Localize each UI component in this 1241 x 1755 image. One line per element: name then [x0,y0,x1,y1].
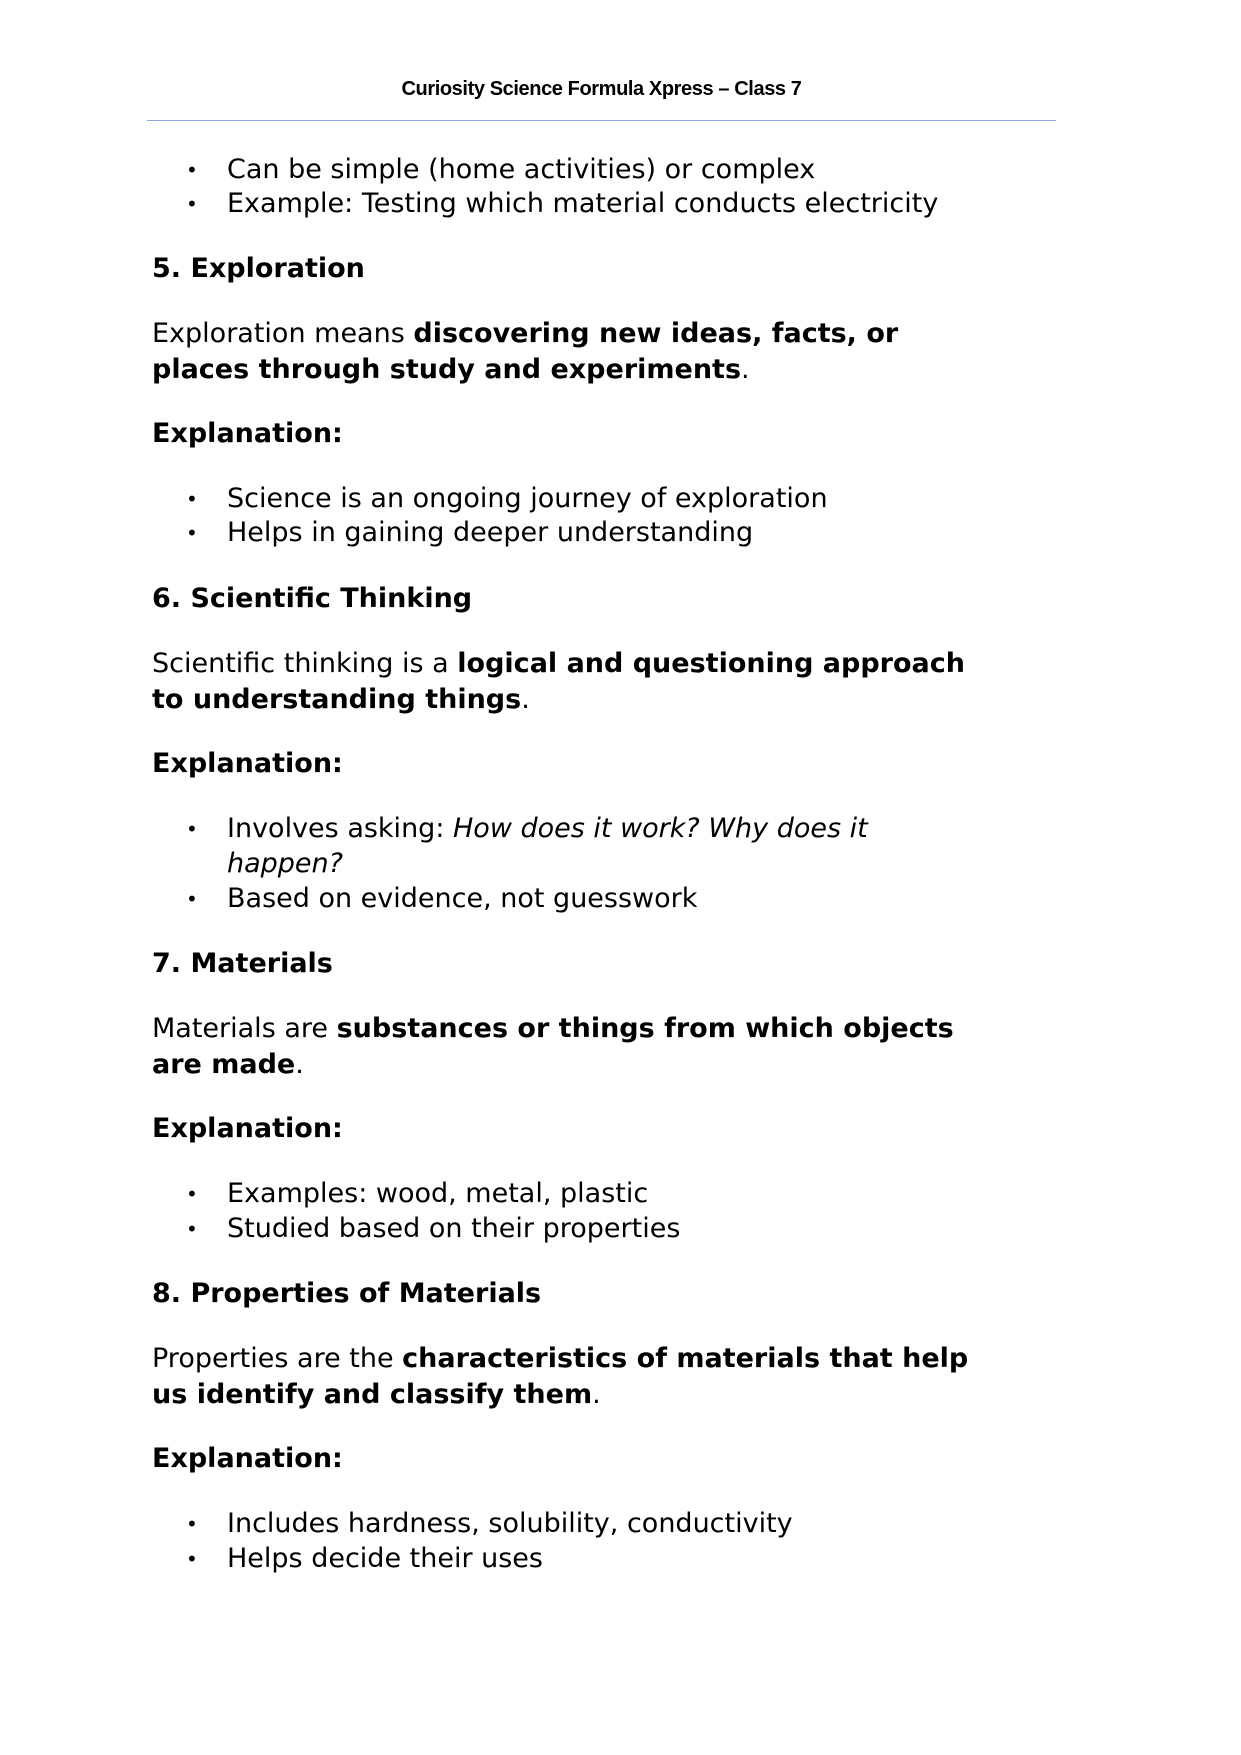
list-item-text: Based on evidence, not guesswork [227,883,698,914]
section-heading-materials: 7. Materials [152,948,333,979]
definition-bold-text: discovering new ideas, facts, or [413,318,899,349]
bullet-icon: • [186,1547,198,1571]
definition-bold-text: are made [152,1049,296,1080]
definition-text: Materials are [152,1013,337,1044]
definition-line [152,646,965,682]
section-heading-exploration: 5. Exploration [152,253,365,284]
bullet-icon: • [186,487,198,511]
definition-bold-text: to understanding things [152,684,522,715]
explanation-label: Explanation: [152,1113,343,1144]
explanation-label: Explanation: [152,1443,343,1474]
definition-line [152,1341,968,1377]
section-heading-scientific-thinking: 6. Scientific Thinking [152,583,473,614]
definition-line [152,352,750,388]
list-item-text: Science is an ongoing journey of exploration [227,483,828,514]
list-item-text [227,811,868,847]
definition-line [152,1047,304,1083]
definition-line [152,682,530,718]
bullet-icon: • [186,817,198,841]
definition-text: Properties are the [152,1343,403,1374]
definition-text: Exploration means [152,318,414,349]
definition-text: . [741,354,750,385]
header-divider [147,120,1056,121]
list-item-text: Can be simple (home activities) or complex [227,154,816,185]
definition-line [152,316,898,352]
definition-bold-text: characteristics of materials that help [402,1343,969,1374]
definition-text: . [521,684,530,715]
definition-bold-text: us identify and classify them [152,1379,593,1410]
bullet-icon: • [186,1512,198,1536]
definition-text: . [592,1379,601,1410]
bullet-icon: • [186,521,198,545]
list-item-text: Studied based on their properties [227,1213,681,1244]
list-item-text: Example: Testing which material conducts electricity [227,188,939,219]
list-item-plain-text: Involves asking: [227,813,453,844]
page-header-title: Curiosity Science Formula Xpress – Class 7 [401,78,802,100]
definition-bold-text: places through study and experiments [152,354,742,385]
definition-text: Scientific thinking is a [152,648,458,679]
list-item-text: Helps decide their uses [227,1543,543,1574]
bullet-icon: • [186,1182,198,1206]
explanation-label: Explanation: [152,418,343,449]
bullet-icon: • [186,1217,198,1241]
definition-bold-text: logical and questioning approach [457,648,965,679]
bullet-icon: • [186,887,198,911]
bullet-icon: • [186,158,198,182]
definition-line [152,1011,954,1047]
definition-text: . [295,1049,304,1080]
definition-line [152,1377,601,1413]
explanation-label: Explanation: [152,748,343,779]
bullet-icon: • [186,192,198,216]
list-item-italic-text: How does it work? Why does it [453,813,868,844]
section-heading-properties-of-materials: 8. Properties of Materials [152,1278,542,1309]
list-item-italic-text: happen? [227,848,343,879]
list-item-text: Includes hardness, solubility, conductivity [227,1508,793,1539]
list-item-text: Helps in gaining deeper understanding [227,517,754,548]
list-item-text: Examples: wood, metal, plastic [227,1178,649,1209]
definition-bold-text: substances or things from which objects [336,1013,954,1044]
